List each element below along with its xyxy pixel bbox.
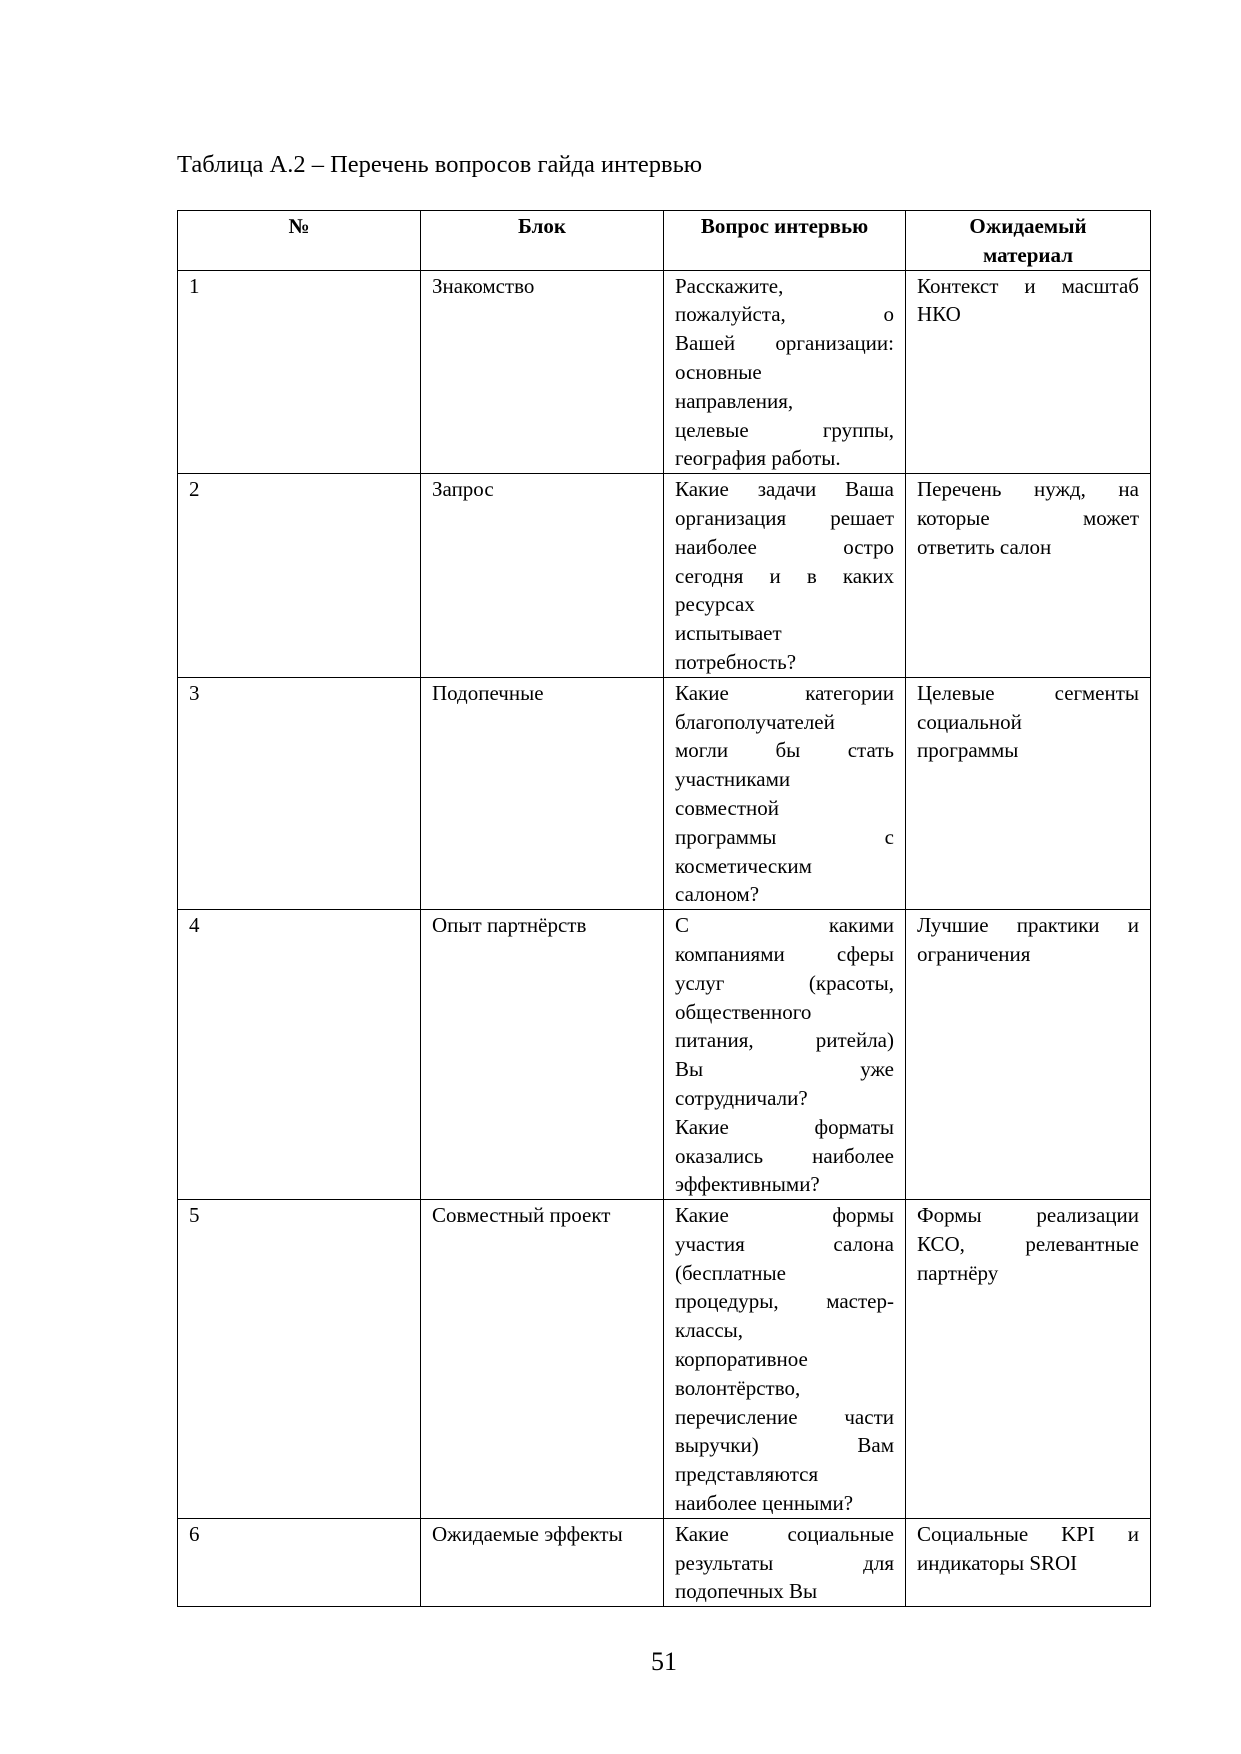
- question-text-line: участниками: [675, 767, 791, 792]
- question-text-line: [675, 911, 894, 940]
- question-word: о: [883, 302, 894, 327]
- question-text-line: совместной: [675, 795, 779, 820]
- question-text-line: Расскажите,: [675, 273, 784, 298]
- question-word: результаты: [675, 1550, 774, 1575]
- question-word: Вашей: [675, 331, 736, 356]
- question-word: и: [769, 563, 781, 588]
- material-word: и: [1127, 913, 1139, 938]
- question-text-line: подопечных Вы: [675, 1579, 818, 1604]
- question-text-line: направления,: [675, 388, 794, 413]
- material-word: релевантные: [1025, 1231, 1139, 1256]
- cell-number: 5: [178, 1200, 421, 1519]
- material-word: Контекст: [917, 273, 999, 298]
- question-text-line: благополучателей: [675, 709, 835, 734]
- question-text-line: [675, 1026, 894, 1055]
- question-word: форматы: [814, 1114, 894, 1139]
- cell-number: 3: [178, 677, 421, 909]
- cell-block: Опыт партнёрств: [421, 910, 664, 1200]
- cell-number: 6: [178, 1518, 421, 1606]
- material-word: KPI: [1061, 1521, 1095, 1546]
- question-text-line: [675, 1201, 894, 1230]
- cell-block: Подопечные: [421, 677, 664, 909]
- question-word: каких: [842, 563, 894, 588]
- question-word: формы: [832, 1203, 894, 1228]
- question-text-line: [675, 1287, 894, 1316]
- cell-block: Знакомство: [421, 270, 664, 474]
- question-text-line: [675, 300, 894, 329]
- material-text-line: [917, 679, 1139, 708]
- question-text-line: [675, 329, 894, 358]
- cell-block: Запрос: [421, 474, 664, 678]
- cell-material: [906, 910, 1151, 1200]
- question-word: пожалуйста,: [675, 302, 786, 327]
- question-word: социальные: [787, 1521, 894, 1546]
- question-word: компаниями: [675, 941, 785, 966]
- cell-material: [906, 1200, 1151, 1519]
- question-word: сегодня: [675, 563, 744, 588]
- question-word: стать: [847, 738, 894, 763]
- question-text-line: [675, 940, 894, 969]
- question-text-line: волонтёрство,: [675, 1375, 801, 1400]
- material-word: КСО,: [917, 1231, 965, 1256]
- question-text-line: [675, 1113, 894, 1142]
- cell-material: [906, 270, 1151, 474]
- material-word: и: [1127, 1521, 1139, 1546]
- cell-question: [664, 677, 906, 909]
- question-word: целевые: [675, 417, 749, 442]
- cell-block: Совместный проект: [421, 1200, 664, 1519]
- question-word: какими: [828, 913, 894, 938]
- question-text-line: [675, 679, 894, 708]
- material-text-line: [917, 475, 1139, 504]
- question-word: процедуры,: [675, 1289, 779, 1314]
- table-row: [178, 270, 1151, 474]
- question-word: части: [844, 1404, 894, 1429]
- question-text-line: корпоративное: [675, 1347, 808, 1372]
- table-caption: Таблица А.2 – Перечень вопросов гайда интервью: [177, 151, 703, 178]
- cell-material: [906, 1518, 1151, 1606]
- table-header-row: [178, 211, 1151, 271]
- cell-question: [664, 1200, 906, 1519]
- material-word: Лучшие: [917, 913, 989, 938]
- question-word: Какие: [675, 1521, 729, 1546]
- question-word: Какие: [675, 1114, 729, 1139]
- question-text-line: основные: [675, 359, 762, 384]
- material-text-line: индикаторы SROI: [917, 1550, 1078, 1575]
- question-word: задачи: [757, 477, 817, 502]
- table-row: [178, 1200, 1151, 1519]
- material-word: Социальные: [917, 1521, 1029, 1546]
- question-word: с: [884, 824, 894, 849]
- question-word: Вы: [675, 1057, 704, 1082]
- material-text-line: [917, 1520, 1139, 1549]
- question-word: группы,: [822, 417, 894, 442]
- question-word: питания,: [675, 1028, 754, 1053]
- question-text-line: наиболее ценными?: [675, 1491, 854, 1516]
- question-word: (красоты,: [808, 970, 894, 995]
- material-text-line: [917, 1201, 1139, 1230]
- material-word: может: [1083, 505, 1139, 530]
- page-number: 51: [651, 1647, 677, 1676]
- question-text-line: [675, 562, 894, 591]
- question-text-line: салоном?: [675, 882, 760, 907]
- material-word: на: [1118, 477, 1139, 502]
- material-word: нужд,: [1034, 477, 1086, 502]
- material-word: которые: [917, 505, 990, 530]
- question-text-line: [675, 823, 894, 852]
- material-word: сегменты: [1054, 680, 1139, 705]
- question-word: салона: [833, 1231, 894, 1256]
- question-text-line: [675, 1549, 894, 1578]
- question-text-line: [675, 1431, 894, 1460]
- question-text-line: представляются: [675, 1462, 819, 1487]
- material-text-line: ограничения: [917, 941, 1031, 966]
- material-word: масштаб: [1061, 273, 1139, 298]
- question-word: мастер-: [826, 1289, 894, 1314]
- question-word: Какие: [675, 477, 729, 502]
- question-text-line: география работы.: [675, 446, 841, 471]
- header-block: Блок: [421, 211, 664, 271]
- question-text-line: общественного: [675, 999, 812, 1024]
- question-text-line: [675, 1403, 894, 1432]
- question-word: услуг: [675, 970, 725, 995]
- question-text-line: ресурсах: [675, 592, 755, 617]
- table-row: [178, 474, 1151, 678]
- material-word: Формы: [917, 1203, 982, 1228]
- cell-number: 4: [178, 910, 421, 1200]
- material-text-line: партнёру: [917, 1260, 999, 1285]
- question-text-line: [675, 1520, 894, 1549]
- question-word: могли: [675, 738, 729, 763]
- question-text-line: [675, 736, 894, 765]
- question-word: участия: [675, 1231, 745, 1256]
- question-word: остро: [843, 534, 894, 559]
- question-word: организации:: [775, 331, 894, 356]
- question-word: Какие: [675, 1203, 729, 1228]
- question-text-line: [675, 1230, 894, 1259]
- question-text-line: [675, 969, 894, 998]
- material-word: реализации: [1036, 1203, 1139, 1228]
- material-text-line: [917, 272, 1139, 301]
- question-word: выручки): [675, 1433, 759, 1458]
- interview-guide-table: [177, 210, 1151, 1607]
- question-text-line: косметическим: [675, 853, 812, 878]
- material-text-line: социальной: [917, 709, 1022, 734]
- question-word: организация: [675, 505, 787, 530]
- question-text-line: [675, 1055, 894, 1084]
- cell-material: [906, 474, 1151, 678]
- question-word: ритейла): [815, 1028, 894, 1053]
- question-word: для: [863, 1550, 894, 1575]
- material-text-line: ответить салон: [917, 534, 1052, 559]
- header-number: №: [178, 211, 421, 271]
- header-material: Ожидаемый материал: [906, 211, 1151, 271]
- question-text-line: потребность?: [675, 649, 797, 674]
- question-word: программы: [675, 824, 777, 849]
- material-text-line: [917, 504, 1139, 533]
- question-word: Ваша: [845, 477, 894, 502]
- table-row: [178, 677, 1151, 909]
- material-text-line: НКО: [917, 302, 961, 327]
- material-text-line: программы: [917, 738, 1019, 763]
- question-word: Какие: [675, 680, 729, 705]
- cell-question: [664, 270, 906, 474]
- question-text-line: эффективными?: [675, 1172, 820, 1197]
- question-word: С: [675, 913, 690, 938]
- question-word: категории: [805, 680, 894, 705]
- cell-question: [664, 474, 906, 678]
- cell-material: [906, 677, 1151, 909]
- question-text-line: [675, 1142, 894, 1171]
- cell-question: [664, 1518, 906, 1606]
- question-word: наиболее: [675, 534, 757, 559]
- material-text-line: [917, 1230, 1139, 1259]
- question-word: сферы: [836, 941, 894, 966]
- question-text-line: классы,: [675, 1318, 744, 1343]
- question-text-line: [675, 475, 894, 504]
- question-word: бы: [775, 738, 801, 763]
- question-word: оказались: [675, 1143, 764, 1168]
- question-text-line: [675, 533, 894, 562]
- header-question: Вопрос интервью: [664, 211, 906, 271]
- question-word: в: [806, 563, 817, 588]
- cell-question: [664, 910, 906, 1200]
- question-word: наиболее: [812, 1143, 894, 1168]
- cell-block: Ожидаемые эффекты: [421, 1518, 664, 1606]
- question-word: решает: [830, 505, 894, 530]
- table-row: [178, 910, 1151, 1200]
- question-text-line: (бесплатные: [675, 1260, 786, 1285]
- question-text-line: [675, 416, 894, 445]
- question-text-line: сотрудничали?: [675, 1085, 808, 1110]
- question-text-line: испытывает: [675, 621, 782, 646]
- material-word: и: [1024, 273, 1036, 298]
- material-word: Целевые: [917, 680, 995, 705]
- material-text-line: [917, 911, 1139, 940]
- material-word: практики: [1016, 913, 1100, 938]
- question-text-line: [675, 504, 894, 533]
- question-word: Вам: [857, 1433, 894, 1458]
- cell-number: 2: [178, 474, 421, 678]
- question-word: уже: [860, 1057, 894, 1082]
- material-word: Перечень: [917, 477, 1002, 502]
- table-row: [178, 1518, 1151, 1606]
- question-word: перечисление: [675, 1404, 798, 1429]
- cell-number: 1: [178, 270, 421, 474]
